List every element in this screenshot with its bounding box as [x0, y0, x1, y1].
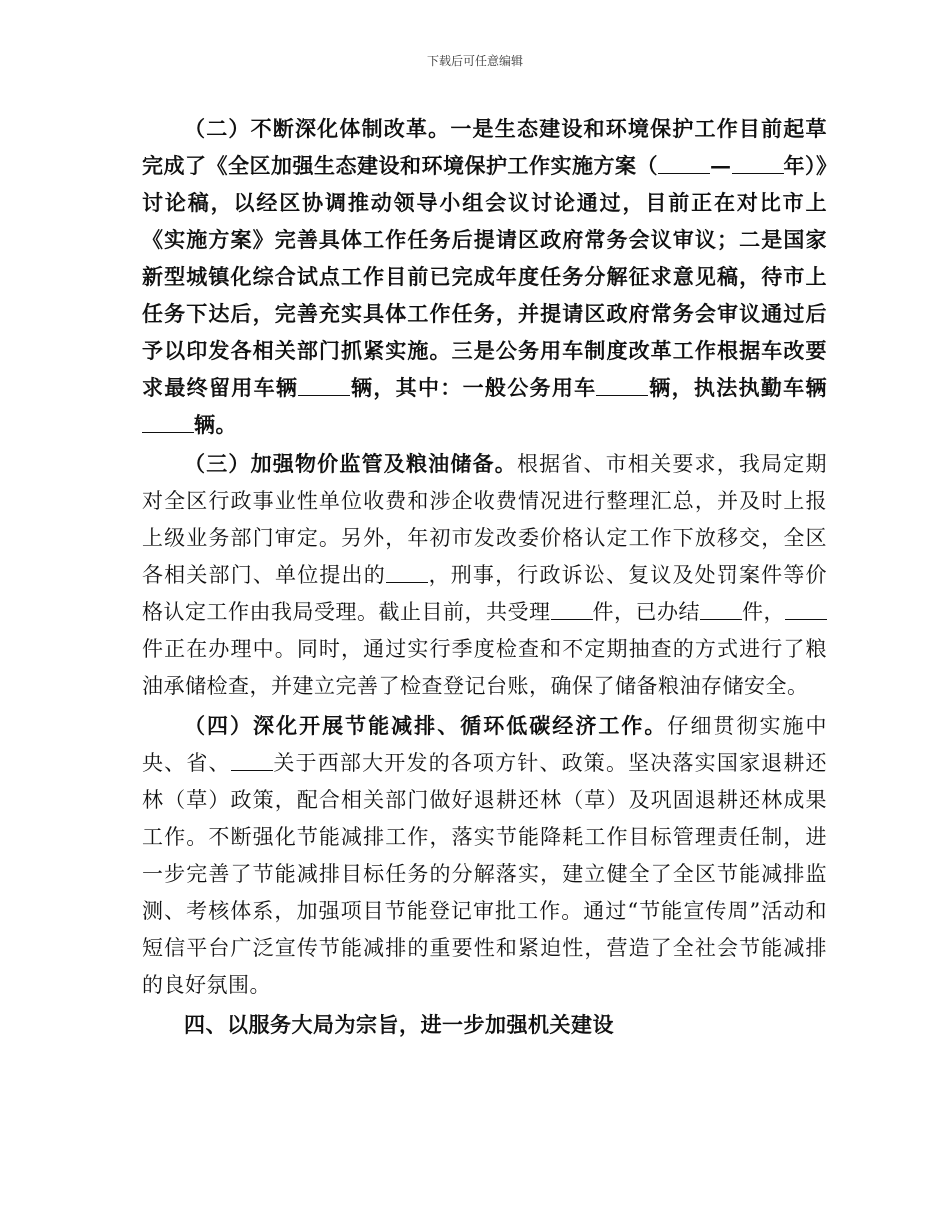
document-body	[142, 110, 827, 1043]
chapter-heading-4: 四、以服务大局为宗旨，进一步加强机关建设	[184, 1012, 614, 1037]
paragraph-price-supervision	[142, 445, 827, 705]
paragraph-institutional-reform	[142, 110, 827, 443]
paragraph-text: 仔细贯彻实施中央、省、	[142, 714, 828, 775]
blank-field	[551, 600, 593, 620]
paragraph-text: 件正在办理中。同时，通过实行季度检查和不定期抽查的方式进行了粮油承储检查，并建立完善了检查登记台账，确保了储备粮油存储安全。	[142, 637, 827, 698]
paragraph-text: 辆，其中：一般公务用车	[350, 375, 597, 400]
blank-field	[596, 376, 648, 396]
paragraph-energy-saving	[142, 707, 827, 1004]
paragraph-text: 关于西部大开发的各项方针、政策。坚决落实国家退耕还林（草）政策，配合相关部门做好退耕还林（草）及巩固退耕还林成果工作。不断强化节能减排工作，落实节能降耗工作目标管理责任制，进一步完善了节能减排目标任务的分解落实，建立健全了全区节能减排监测、考核体系，加强项目节能登记审批工作。通过“节能宣传周”活动和短信平台广泛宣传节能减排的重要性和紧迫性，营造了全社会节能减排的良好氛围。	[142, 751, 828, 997]
blank-field	[700, 600, 742, 620]
page-header-note: 下载后可任意编辑	[426, 54, 523, 68]
dash: —	[710, 153, 732, 178]
section-heading-2: （二）不断深化体制改革。	[184, 116, 451, 141]
paragraph-text: ，刑事，行政诉讼、复议及处罚案件等价格认定工作由我局受理。截止目前，共受理	[142, 563, 828, 624]
paragraph-text: 年）》讨论稿，以经区协调推动领导小组会议讨论通过，目前正在对比市上《实施方案》完善具体工作任务后提请区政府常务会议审议；二是国家新型城镇化综合试点工作目前已完成年度任务分解征求意见稿，待市上任务下达后，完善充实具体工作任务，并提请区政府常务会审议通过后予以印发各相关部门抓紧实施。三是公务用车制度改革工作根据车改要求最终留用车辆	[142, 153, 827, 400]
section-heading-3: （三）加强物价监管及粮油储备。	[184, 451, 517, 476]
blank-field	[732, 154, 784, 174]
blank-field	[386, 563, 428, 583]
paragraph-text: 根据省、市相关要求，我局定期对全区行政事业性单位收费和涉企收费情况进行整理汇总，并及时上报上级业务部门审定。另外，年初市发改委价格认定工作下放移交，全区各相关部门、单位提出的	[142, 452, 828, 587]
paragraph-text: 辆，执法执勤车辆	[648, 375, 828, 400]
blank-field	[142, 413, 194, 433]
paragraph-text: 件，已办结	[592, 600, 700, 624]
section-heading-4: （四）深化开展节能减排、循环低碳经济工作。	[184, 713, 668, 738]
paragraph-text: 一是生态建设和环境保护工作目前起草完成了《全区加强生态建设和环境保护工作实施方案（	[142, 116, 828, 178]
paragraph-text: 件，	[742, 600, 785, 624]
blank-field	[658, 154, 710, 174]
blank-field	[785, 600, 827, 620]
paragraph-text: 辆。	[194, 412, 237, 437]
blank-field	[231, 751, 273, 771]
blank-field	[298, 376, 350, 396]
